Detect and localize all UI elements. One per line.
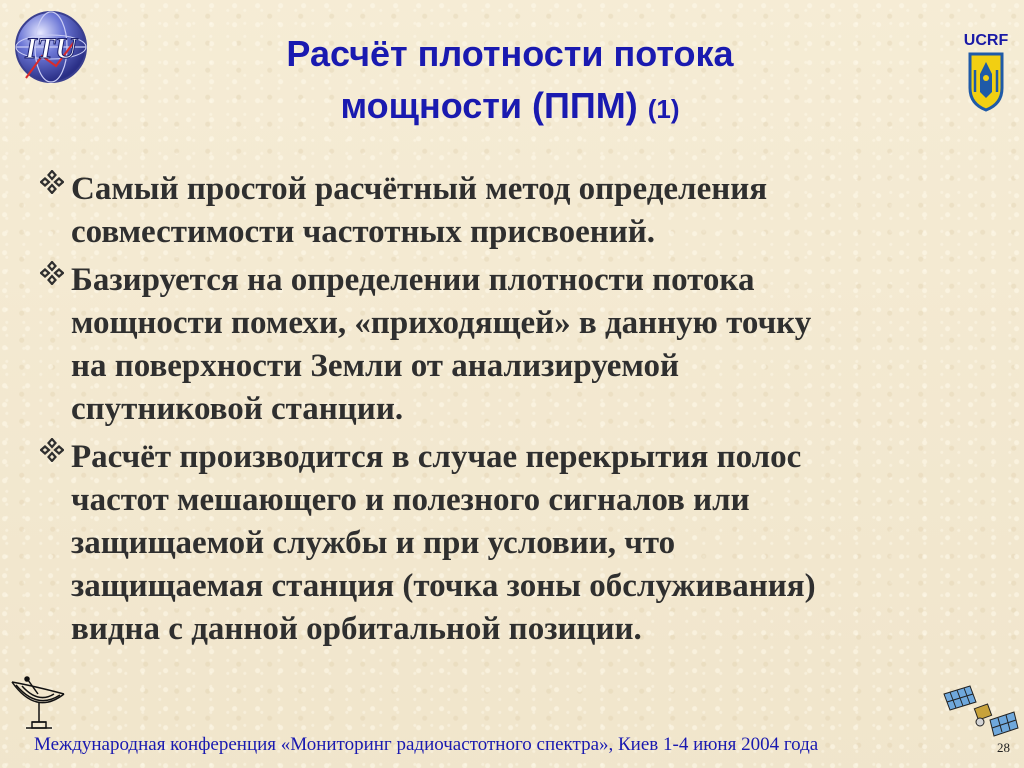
title-line-1: Расчёт плотности потока <box>286 33 734 74</box>
bullet-line: спутниковой станции. <box>71 391 404 427</box>
diamond-bullet-icon <box>40 261 64 285</box>
ucrf-shield-icon <box>966 52 1006 112</box>
diamond-bullet-icon <box>40 438 64 462</box>
slide-title <box>150 28 870 135</box>
bullet-line: защищаемая станция (точка зоны обслуживания) <box>71 568 816 604</box>
bullet-line: мощности помехи, «приходящей» в данную точку <box>71 305 812 341</box>
satellite-icon <box>940 684 1020 740</box>
bullet-line: Базируется на определении плотности потока <box>71 262 755 298</box>
bullet-item <box>40 259 980 431</box>
page-number: 28 <box>997 740 1010 755</box>
bullet-line: защищаемой службы и при условии, что <box>71 525 676 561</box>
title-line-2-text: мощности (ППМ) <box>340 85 638 126</box>
bullet-line: видна с данной орбитальной позиции. <box>71 611 642 647</box>
footer-text: Международная конференция «Мониторинг радиочастотного спектра», Киев 1-4 июня 2004 года <box>34 734 819 755</box>
bullet-item <box>40 436 980 651</box>
satellite-dish-icon <box>6 672 72 732</box>
title-line-2 <box>150 80 870 135</box>
title-number: (1) <box>647 94 680 124</box>
bullet-line: совместимости частотных присвоений. <box>71 214 656 250</box>
itu-logo <box>12 8 90 86</box>
diamond-bullet-icon <box>40 170 64 194</box>
ucrf-logo-text: UCRF <box>963 32 1009 49</box>
bullet-line: частот мешающего и полезного сигналов или <box>71 482 750 518</box>
bullet-line: Самый простой расчётный метод определения <box>71 171 768 207</box>
itu-logo-text: ITU <box>25 32 77 65</box>
ucrf-logo <box>956 32 1016 118</box>
bullet-line: на поверхности Земли от анализируемой <box>71 348 679 384</box>
bullet-item <box>40 168 980 254</box>
bullet-list <box>40 168 980 656</box>
bullet-line: Расчёт производится в случае перекрытия полос <box>71 439 802 475</box>
itu-globe-icon <box>12 8 90 86</box>
